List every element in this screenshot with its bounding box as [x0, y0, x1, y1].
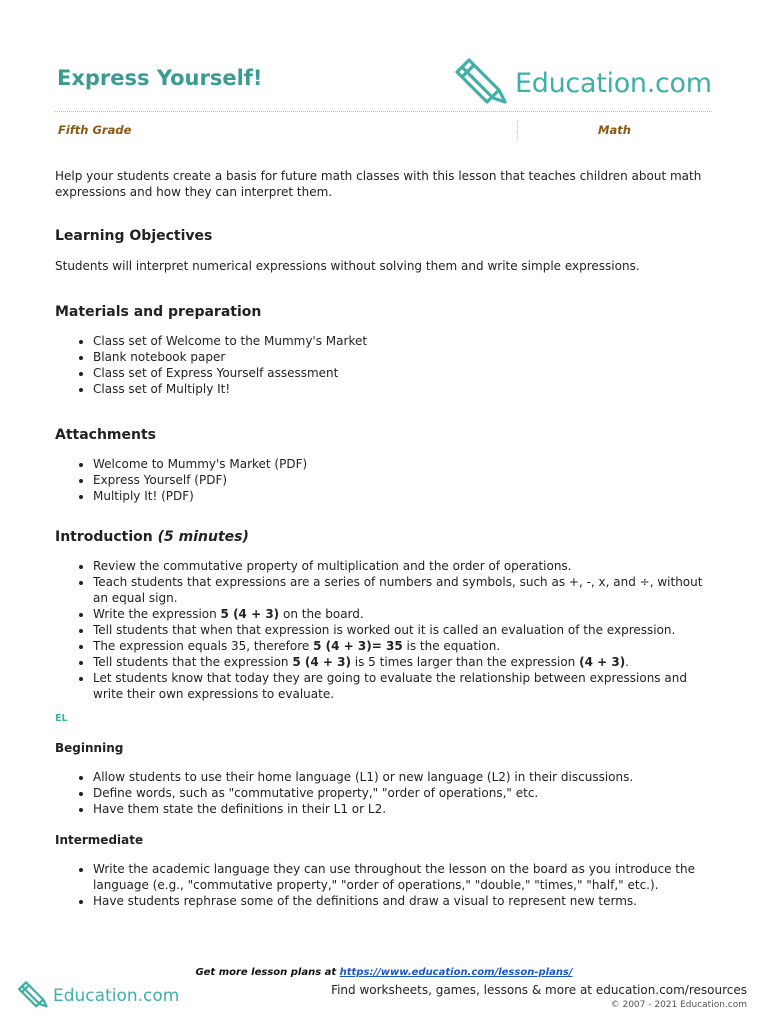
introduction-list	[55, 558, 715, 702]
list-item	[93, 606, 715, 622]
text: on the board.	[279, 607, 364, 621]
list-item: • Have them state the definitions in their L1 or L2.	[93, 801, 715, 817]
expression-bold: 5 (4 + 3)	[220, 607, 280, 621]
education-logo[interactable]	[455, 58, 712, 108]
expression-bold: (4 + 3)	[579, 655, 626, 669]
list-item: • Class set of Welcome to the Mummy's Market	[93, 333, 715, 349]
list-item: • Write the academic language they can use throughout the lesson on the board as you introduce the language (e.g., "commutative property," "order of operations," "double," "times," "half," etc.).	[93, 861, 715, 893]
list-item	[93, 654, 715, 670]
lesson-content	[55, 168, 715, 909]
text: .	[625, 655, 629, 669]
introduction-duration: (5 minutes)	[157, 529, 249, 545]
beginning-list	[55, 769, 715, 817]
list-item: • Class set of Express Yourself assessment	[93, 365, 715, 381]
introduction-heading	[55, 528, 715, 546]
text: The expression equals 35, therefore	[93, 639, 314, 653]
list-item: • Class set of Multiply It!	[93, 381, 715, 397]
text: is the equation.	[402, 639, 501, 653]
footer-logo-text: Education.com	[53, 985, 180, 1006]
attachments-list	[55, 456, 715, 504]
text: Write the expression	[93, 607, 221, 621]
el-tag: EL	[55, 713, 68, 724]
intermediate-list	[55, 861, 715, 909]
learning-objectives-heading: Learning Objectives	[55, 228, 213, 244]
pencil-logo-icon	[455, 58, 511, 108]
attachment-link[interactable]: • Welcome to Mummy's Market (PDF)	[93, 456, 715, 472]
footer-note	[0, 967, 768, 978]
copyright-text: © 2007 - 2021 Education.com	[610, 1000, 747, 1010]
materials-list	[55, 333, 715, 397]
subject-label: Math	[598, 123, 631, 137]
footer-note-text: Get more lesson plans at	[195, 967, 340, 978]
intro-paragraph: Help your students create a basis for future math classes with this lesson that teaches children about math expressions and how they can interpret them.	[55, 169, 702, 199]
list-item: • Teach students that expressions are a series of numbers and symbols, such as +, -, x, and ÷, without an equal sign.	[93, 574, 715, 606]
list-item: • Define words, such as "commutative property," "order of operations," etc.	[93, 785, 715, 801]
list-item: • Let students know that today they are going to evaluate the relationship between expressions and write their own expressions to evaluate.	[93, 670, 715, 702]
list-item: • Tell students that when that expression is worked out it is called an evaluation of the expression.	[93, 622, 715, 638]
introduction-title: Introduction	[55, 529, 153, 545]
intermediate-heading: Intermediate	[55, 833, 144, 847]
footer-find-text: Find worksheets, games, lessons & more at education.com/resources	[331, 983, 747, 997]
header-divider	[55, 111, 712, 112]
footer-logo[interactable]	[18, 981, 179, 1010]
page-title: Express Yourself!	[57, 66, 263, 90]
attachment-link[interactable]: • Express Yourself (PDF)	[93, 472, 715, 488]
materials-heading: Materials and preparation	[55, 304, 262, 320]
list-item	[93, 638, 715, 654]
learning-objectives-text: Students will interpret numerical expressions without solving them and write simple expressions.	[55, 259, 640, 273]
equation-bold: 5 (4 + 3)= 35	[313, 639, 403, 653]
text: is 5 times larger than the expression	[350, 655, 580, 669]
lesson-plans-link[interactable]: https://www.education.com/lesson-plans/	[339, 967, 573, 978]
list-item: • Have students rephrase some of the definitions and draw a visual to represent new terms.	[93, 893, 715, 909]
attachments-heading: Attachments	[55, 427, 157, 443]
text: Tell students that the expression	[93, 655, 293, 669]
expression-bold: 5 (4 + 3)	[292, 655, 351, 669]
grade-label: Fifth Grade	[58, 123, 132, 137]
list-item: • Review the commutative property of multiplication and the order of operations.	[93, 558, 715, 574]
logo-text: Education.com	[515, 67, 712, 99]
pencil-logo-icon	[18, 981, 50, 1010]
list-item: • Allow students to use their home language (L1) or new language (L2) in their discussions.	[93, 769, 715, 785]
beginning-heading: Beginning	[55, 741, 124, 755]
meta-separator	[517, 120, 518, 140]
attachment-link[interactable]: • Multiply It! (PDF)	[93, 488, 715, 504]
list-item: • Blank notebook paper	[93, 349, 715, 365]
